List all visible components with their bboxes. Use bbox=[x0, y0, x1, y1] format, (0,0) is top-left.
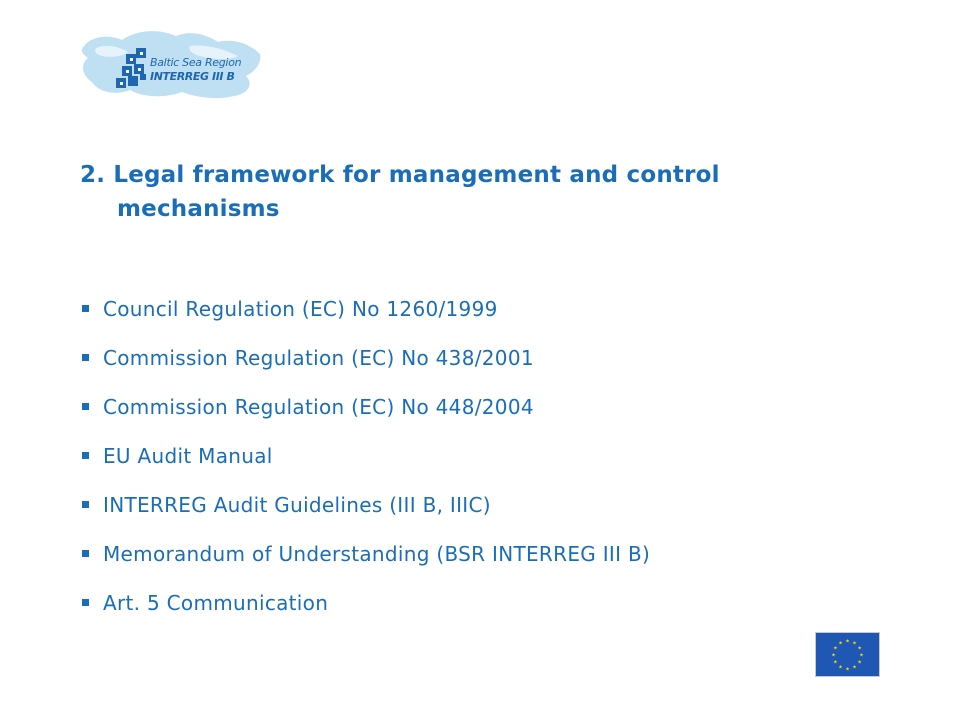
svg-text:★: ★ bbox=[852, 664, 857, 671]
svg-text:★: ★ bbox=[845, 666, 850, 673]
svg-text:★: ★ bbox=[838, 664, 843, 671]
bullet-square-icon bbox=[82, 452, 89, 459]
logo-line1: Baltic Sea Region bbox=[150, 56, 242, 69]
svg-text:★: ★ bbox=[852, 640, 857, 647]
bullet-text: INTERREG Audit Guidelines (III B, IIIC) bbox=[103, 492, 491, 517]
title-line2: mechanisms bbox=[117, 196, 280, 222]
logo-text bbox=[150, 56, 241, 84]
bullet-square-icon bbox=[82, 599, 89, 606]
bullet-list bbox=[80, 284, 650, 627]
bullet-item bbox=[80, 529, 650, 578]
bullet-item bbox=[80, 480, 650, 529]
svg-text:★: ★ bbox=[857, 645, 862, 652]
logo-line2: INTERREG III B bbox=[150, 70, 235, 83]
bullet-square-icon bbox=[82, 403, 89, 410]
bullet-square-icon bbox=[82, 550, 89, 557]
svg-text:★: ★ bbox=[831, 652, 836, 659]
svg-text:★: ★ bbox=[857, 659, 862, 666]
bullet-item bbox=[80, 382, 650, 431]
svg-text:★: ★ bbox=[833, 645, 838, 652]
svg-text:★: ★ bbox=[859, 652, 864, 659]
bullet-text: Memorandum of Understanding (BSR INTERREG III B) bbox=[103, 541, 651, 566]
bullet-text: Commission Regulation (EC) No 438/2001 bbox=[103, 345, 534, 370]
svg-text:★: ★ bbox=[838, 640, 843, 647]
title-line1: 2. Legal framework for management and control bbox=[80, 162, 720, 188]
svg-text:★: ★ bbox=[833, 659, 838, 666]
bullet-item bbox=[80, 578, 650, 627]
bullet-square-icon bbox=[82, 305, 89, 312]
bullet-item bbox=[80, 431, 650, 480]
bullet-text: EU Audit Manual bbox=[103, 443, 273, 468]
bullet-square-icon bbox=[82, 354, 89, 361]
baltic-sea-region-logo bbox=[78, 26, 268, 106]
bullet-item bbox=[80, 333, 650, 382]
bullet-item bbox=[80, 284, 650, 333]
eu-stars-icon bbox=[816, 633, 879, 676]
eu-flag-icon bbox=[815, 632, 880, 677]
bullet-text: Council Regulation (EC) No 1260/1999 bbox=[103, 296, 498, 321]
slide-title bbox=[80, 158, 840, 226]
bullet-text: Commission Regulation (EC) No 448/2004 bbox=[103, 394, 534, 419]
svg-text:★: ★ bbox=[845, 638, 850, 645]
bullet-square-icon bbox=[82, 501, 89, 508]
bullet-text: Art. 5 Communication bbox=[103, 590, 329, 615]
